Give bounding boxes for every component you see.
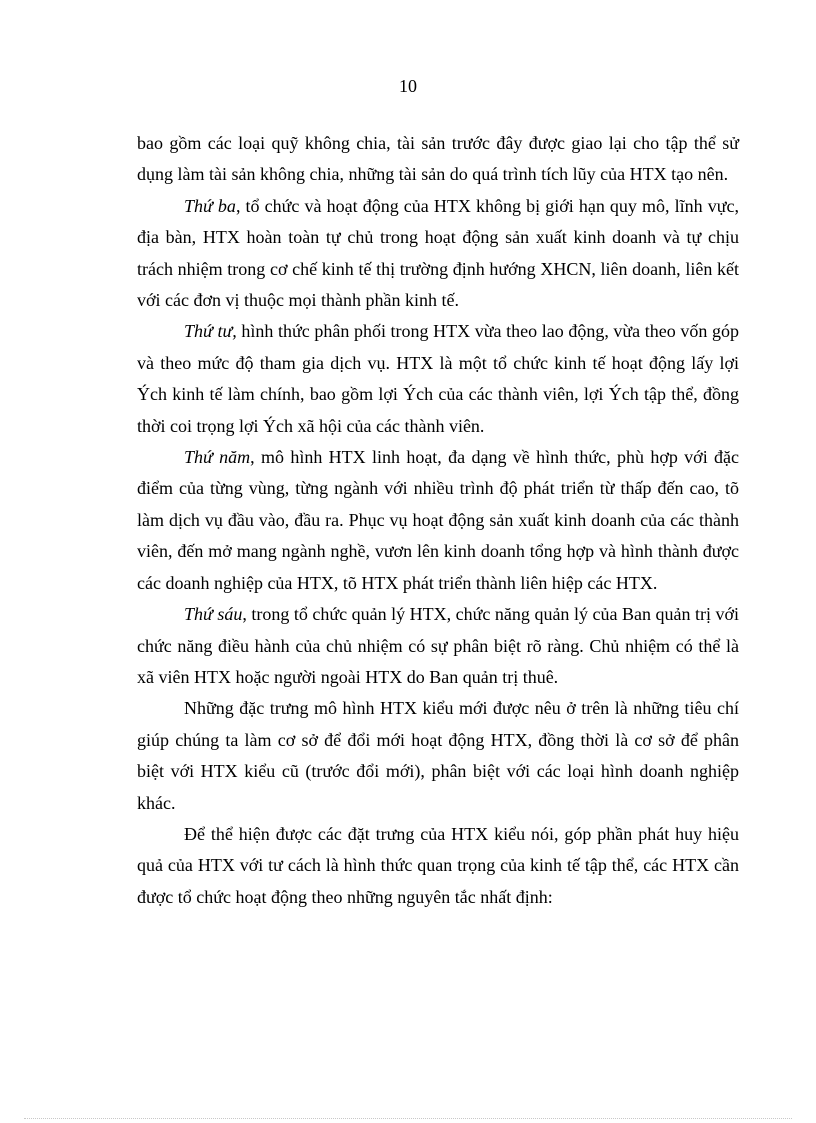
paragraph-lead: Thứ sáu [184,604,243,625]
paragraph-thu-tu [137,316,739,442]
paragraph-text: , mô hình HTX linh hoạt, đa dạng về hình thức, phù hợp với đặc điểm của từng vùng, từng ngành với nhiều trình độ phát triển từ thấp đến cao, tõ làm dịch vụ đầu vào, đầu ra. Phục vụ hoạt động sản xuất kinh doanh của các thành viên, đến mở mang ngành nghề, vươn lên kinh doanh tổng hợp và hình thành được các doanh nghiệp của HTX, tõ HTX phát triển thành liên hiệp các HTX. [137,447,740,593]
paragraph-continuation [137,128,739,191]
paragraph-text: hình thức phân phối trong HTX vừa theo lao động, vừa theo vốn góp và theo mức độ tham gia dịch vụ. HTX là một tổ chức kinh tế hoạt động lấy lợi Ých kinh tế làm chính, bao gồm lợi Ých của các thành viên, lợi Ých tập thể, đồng thời coi trọng lợi Ých xã hội của các thành viên. [137,321,739,436]
paragraph-thu-ba [137,191,739,317]
paragraph-lead: Thứ ba [184,195,236,216]
paragraph-lead: Thứ năm [184,447,251,468]
paragraph-text: , trong tổ chức quản lý HTX, chức năng quản lý của Ban quản trị với chức năng điều hành của chủ nhiệm có sự phân biệt rõ ràng. Chủ nhiệm có thể là xã viên HTX hoặc người ngoài HTX do Ban quản trị thuê. [137,604,739,687]
paragraph-thu-sau [137,599,739,693]
paragraph-text: bao gồm các loại quỹ không chia, tài sản trước đây được giao lại cho tập thể sử dụng làm tài sản không chia, những tài sản do quá trình tích lũy của HTX tạo nên. [137,133,739,185]
paragraph-text: Để thể hiện được các đặt trưng của HTX kiểu nói, góp phần phát huy hiệu quả của HTX với tư cách là hình thức quan trọng của kinh tế tập thể, các HTX cần được tổ chức hoạt động theo những nguyên tắc nhất định: [137,823,739,907]
document-body [137,128,739,913]
page-bottom-edge [24,1118,792,1119]
paragraph-lead: Thứ tư, [184,321,237,342]
paragraph-dac-trung [137,693,739,819]
paragraph-text: , tổ chức và hoạt động của HTX không bị giới hạn quy mô, lĩnh vực, địa bàn, HTX hoàn toàn tự chủ trong hoạt động sản xuất kinh doanh và tự chịu trách nhiệm trong cơ chế kinh tế thị trường định hướng XHCN, liên doanh, liên kết với các đơn vị thuộc mọi thành phần kinh tế. [137,195,739,311]
paragraph-thu-nam [137,442,739,599]
paragraph-text: Những đặc trưng mô hình HTX kiểu mới được nêu ở trên là những tiêu chí giúp chúng ta làm cơ sở để đổi mới hoạt động HTX, đồng thời là cơ sở để phân biệt với HTX kiểu cũ (trước đổi mới), phân biệt với các loại hình doanh nghiệp khác. [137,698,739,813]
page-number: 10 [399,76,417,96]
paragraph-nguyen-tac [137,819,739,913]
